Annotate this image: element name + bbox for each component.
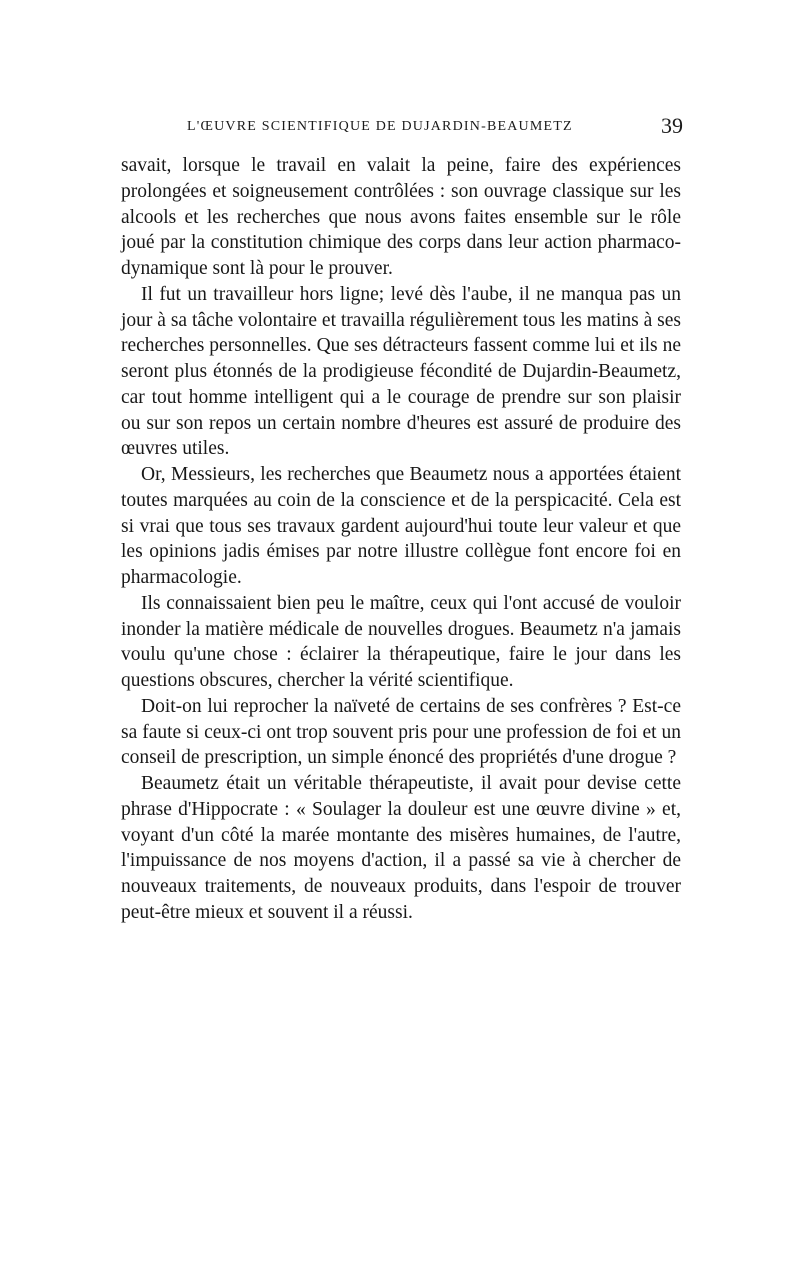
running-header — [123, 113, 683, 143]
paragraph-confreres: Doit-on lui reprocher la naïveté de certains de ses confrères ? Est-ce sa faute si ceux-ci ont trop souvent pris pour une profession de foi et un conseil de prescription, un simple énoncé des propriétés d'une drogue ? — [121, 695, 681, 769]
paragraph-maitre: Ils connaissaient bien peu le maître, ceux qui l'ont accusé de vouloir inonder la matière médicale de nouvelles drogues. Beaumetz n'a jamais voulu qu'une chose : éclairer la thérapeutique, faire le jour dans les questions obscures, chercher la vérité scientifique. — [121, 592, 681, 691]
page-number: 39 — [661, 113, 683, 138]
paragraph-therapeutiste: Beaumetz était un véritable thérapeutiste, il avait pour devise cette phrase d'Hippocrate : « Soulager la douleur est une œuvre divine » et, voyant d'un côté la marée montante des misères humaines, de l'autre, l'impuissance de nos moyens d'action, il a passé sa vie à chercher de nouveaux traitements, de nouveaux produits, dans l'espoir de trouver peut-être mieux et souvent il a réussi. — [121, 773, 681, 923]
body-text — [121, 153, 681, 926]
paragraph-recherches: Or, Messieurs, les recherches que Beaumetz nous a apportées étaient toutes marquées au coin de la conscience et de la perspicacité. Cela est si vrai que tous ses travaux gardent aujourd'hui toute leur valeur et que les opinions jadis émises par notre illustre collègue font encore foi en pharmacologie. — [121, 464, 681, 588]
paragraph-continuation: savait, lorsque le travail en valait la peine, faire des expériences prolongées et soigneusement contrôlées : son ouvrage classique sur les alcools et les recherches que nous avons faites ensemble sur le rôle joué par la constitution chimique des corps dans leur action pharmaco-dynamique sont là pour le prouver. — [121, 155, 681, 279]
paragraph-travailleur: Il fut un travailleur hors ligne; levé dès l'aube, il ne manqua pas un jour à sa tâche volontaire et travailla régulièrement tous les matins à ses recherches personnelles. Que ses détracteurs fassent comme lui et ils ne seront plus étonnés de la prodigieuse fécondité de Dujardin-Beaumetz, car tout homme intelligent qui a le courage de prendre sur son plaisir ou sur son repos un certain nombre d'heures est assuré de produire des œuvres utiles. — [121, 283, 681, 460]
running-title: L'ŒUVRE SCIENTIFIQUE DE DUJARDIN-BEAUMETZ — [187, 119, 573, 134]
